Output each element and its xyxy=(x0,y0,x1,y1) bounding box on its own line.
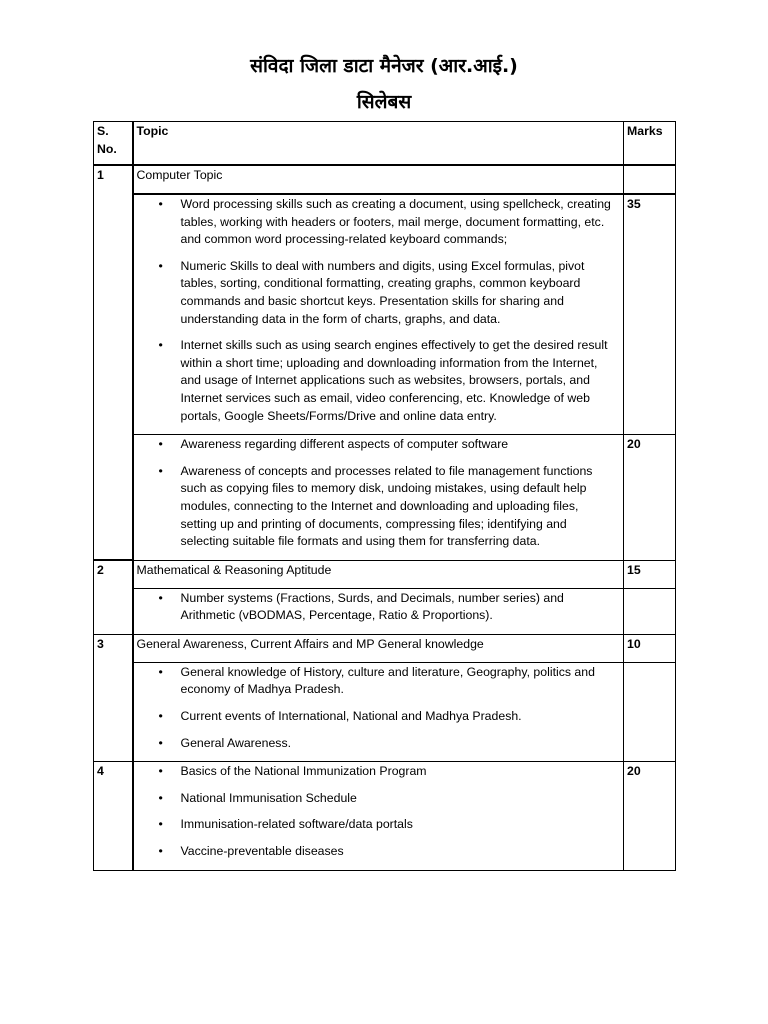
bullet-icon: • xyxy=(158,764,163,779)
section-topic: General Awareness, Current Affairs and MP General knowledge xyxy=(133,634,624,662)
list-item xyxy=(137,196,621,249)
marks-value: 20 xyxy=(624,435,676,561)
section-topic: Computer Topic xyxy=(133,165,624,194)
bullet-icon: • xyxy=(158,258,163,273)
list-item-text: Basics of the National Immunization Program xyxy=(180,764,427,779)
list-item xyxy=(137,790,621,808)
bullet-icon: • xyxy=(158,590,163,605)
subtopic-cell xyxy=(133,662,624,761)
marks-value: 35 xyxy=(624,194,676,435)
list-item xyxy=(137,337,621,425)
subtopic-cell xyxy=(133,762,624,870)
list-item-text: General Awareness. xyxy=(180,735,292,750)
section-number: 1 xyxy=(94,165,133,560)
bullet-icon: • xyxy=(158,709,163,724)
list-item-text: Numeric Skills to deal with numbers and digits, using Excel formulas, pivot tables, sorting, conditional formatting, creating graphs, common keyboard commands and basic shortcut keys. Presentation skills for sharing and understanding data in the form of charts, graphs, and data. xyxy=(180,258,585,326)
list-item-text: General knowledge of History, culture and literature, Geography, politics and economy of Madhya Pradesh. xyxy=(180,664,595,697)
list-item xyxy=(137,436,621,454)
document-title: संविदा जिला डाटा मैनेजर (आर.आई.) xyxy=(250,55,518,77)
bullet-icon: • xyxy=(158,817,163,832)
bullet-icon: • xyxy=(158,790,163,805)
list-item xyxy=(137,590,621,625)
list-item-text: Awareness regarding different aspects of computer software xyxy=(180,437,509,452)
bullet-icon: • xyxy=(158,338,163,353)
document-subtitle: सिलेबस xyxy=(356,91,412,113)
bullet-icon: • xyxy=(158,664,163,679)
section-number: 4 xyxy=(94,762,133,870)
marks-value: 20 xyxy=(624,762,676,870)
section-topic: Mathematical & Reasoning Aptitude xyxy=(133,560,624,588)
list-item xyxy=(137,763,621,781)
list-item xyxy=(137,258,621,328)
list-item-text: Awareness of concepts and processes related to file management functions such as copying files to memory disk, undoing mistakes, using default help modules, connecting to the Internet and downloading and uploading files, setting up and printing of documents, compressing files; identifying and selecting suitable file formats and using them for transferring data. xyxy=(180,463,593,549)
list-item xyxy=(137,816,621,834)
marks-empty xyxy=(624,588,676,634)
subtopic-group-row xyxy=(94,662,676,761)
list-item xyxy=(137,664,621,699)
subtopic-group-row xyxy=(94,194,676,435)
bullet-icon: • xyxy=(158,735,163,750)
section-row xyxy=(94,762,676,870)
list-item xyxy=(137,735,621,753)
subtopic-group-row xyxy=(94,435,676,561)
subtopic-cell xyxy=(133,588,624,634)
section-marks-empty xyxy=(624,165,676,194)
list-item xyxy=(137,463,621,551)
header-sno: S. No. xyxy=(94,122,133,166)
list-item-text: Current events of International, National and Madhya Pradesh. xyxy=(180,709,522,724)
syllabus-table xyxy=(93,121,676,871)
section-row xyxy=(94,560,676,588)
header-topic: Topic xyxy=(133,122,624,166)
section-row xyxy=(94,165,676,194)
table-header-row xyxy=(94,122,676,166)
list-item-text: Vaccine-preventable diseases xyxy=(180,844,344,859)
subtopic-cell xyxy=(133,435,624,561)
marks-value: 15 xyxy=(624,560,676,588)
list-item xyxy=(137,708,621,726)
bullet-icon: • xyxy=(158,437,163,452)
list-item xyxy=(137,843,621,861)
list-item-text: Number systems (Fractions, Surds, and Decimals, number series) and Arithmetic (vBODMAS, Percentage, Ratio & Proportions). xyxy=(180,590,564,623)
list-item-text: Word processing skills such as creating a document, using spellcheck, creating tables, working with headers or footers, mail merge, document formatting, etc. and common word processing-related keyboard commands; xyxy=(180,197,611,247)
subtopic-cell xyxy=(133,194,624,435)
list-item-text: Internet skills such as using search engines effectively to get the desired result within a short time; uploading and downloading information from the Internet, and usage of Internet applications such as websites, browsers, portals, and Internet services such as email, video conferencing, etc. Knowledge of web portals, Google Sheets/Forms/Drive and online data entry. xyxy=(180,338,608,423)
subtopic-group-row xyxy=(94,588,676,634)
marks-empty xyxy=(624,662,676,761)
header-marks: Marks xyxy=(624,122,676,166)
section-row xyxy=(94,634,676,662)
bullet-icon: • xyxy=(158,197,163,211)
list-item-text: Immunisation-related software/data portals xyxy=(180,817,413,832)
bullet-icon: • xyxy=(158,463,163,478)
section-number: 3 xyxy=(94,634,133,761)
marks-value: 10 xyxy=(624,634,676,662)
list-item-text: National Immunisation Schedule xyxy=(180,790,357,805)
bullet-icon: • xyxy=(158,844,163,859)
section-number: 2 xyxy=(94,560,133,634)
